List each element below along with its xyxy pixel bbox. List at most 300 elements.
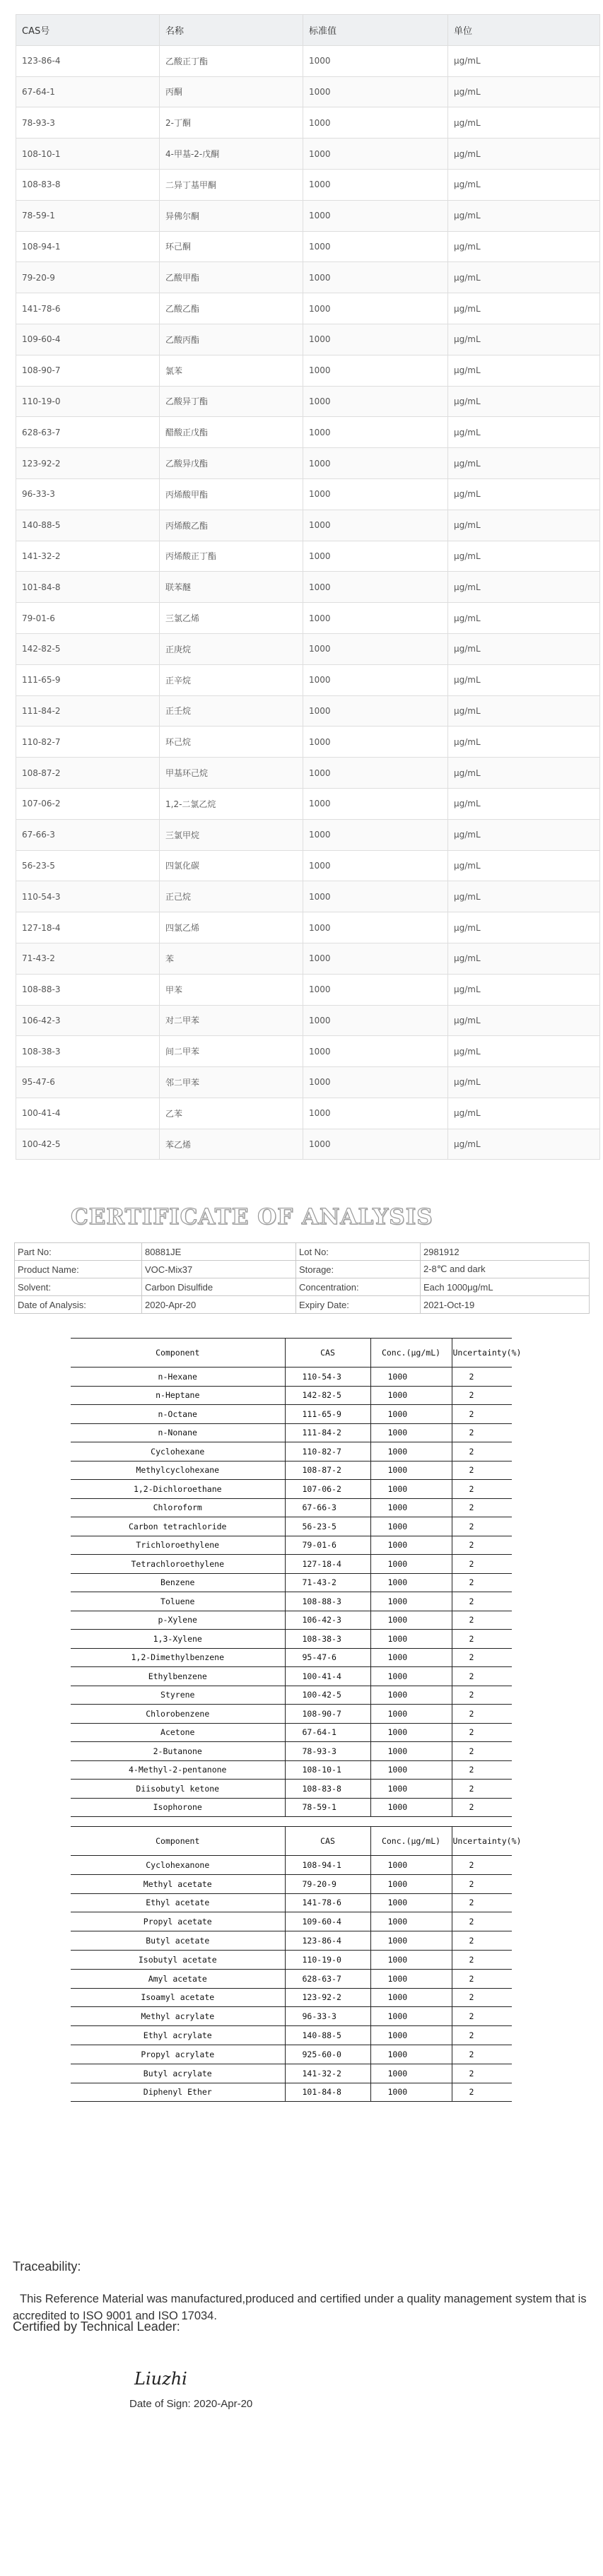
table-cell: 1000 bbox=[303, 1005, 448, 1036]
table-row bbox=[71, 1931, 512, 1951]
table-row bbox=[71, 1423, 512, 1442]
table-cell: 1000 bbox=[303, 912, 448, 943]
table-row bbox=[71, 1723, 512, 1742]
table-row bbox=[71, 1536, 512, 1555]
table-cell: 三氯乙烯 bbox=[160, 603, 303, 634]
table-cell: 正辛烷 bbox=[160, 664, 303, 695]
table-cell: μg/mL bbox=[448, 819, 600, 850]
table-cell: VOC-Mix37 bbox=[142, 1261, 296, 1278]
table-cell: 2 bbox=[452, 1536, 512, 1555]
traceability-label: Traceability: bbox=[13, 2259, 81, 2274]
table-cell: 2 bbox=[452, 2064, 512, 2083]
table-row bbox=[71, 1630, 512, 1649]
table-cell: 2 bbox=[452, 1667, 512, 1686]
table-row bbox=[16, 572, 600, 603]
column-header: 名称 bbox=[160, 15, 303, 46]
table-cell: Cyclohexane bbox=[71, 1442, 285, 1462]
table-cell: 2 bbox=[452, 1648, 512, 1667]
table-cell: 142-82-5 bbox=[16, 633, 160, 664]
table-cell: 2 bbox=[452, 1969, 512, 1988]
table-row bbox=[16, 788, 600, 819]
table-cell: 1000 bbox=[303, 45, 448, 76]
table-cell: 2 bbox=[452, 1517, 512, 1536]
table-cell: Isobutyl acetate bbox=[71, 1950, 285, 1969]
table-cell: μg/mL bbox=[448, 417, 600, 448]
table-cell: 1000 bbox=[370, 1386, 452, 1405]
table-cell: Solvent: bbox=[15, 1278, 142, 1296]
table-cell: 1000 bbox=[370, 1611, 452, 1630]
table-cell: 78-59-1 bbox=[285, 1798, 370, 1817]
table-cell: μg/mL bbox=[448, 541, 600, 572]
table-row bbox=[71, 1950, 512, 1969]
table-cell: 2 bbox=[452, 1442, 512, 1462]
table-row bbox=[71, 1648, 512, 1667]
table-cell: 108-88-3 bbox=[285, 1592, 370, 1611]
table-row bbox=[71, 1667, 512, 1686]
table-cell: 1000 bbox=[303, 850, 448, 881]
table-cell: 对二甲苯 bbox=[160, 1005, 303, 1036]
table-cell: 1,2-Dimethylbenzene bbox=[71, 1648, 285, 1667]
column-header: CAS bbox=[285, 1827, 370, 1856]
table-cell: μg/mL bbox=[448, 1036, 600, 1067]
signature: Liuzhi bbox=[134, 2369, 187, 2389]
table-row bbox=[16, 695, 600, 727]
table-cell: μg/mL bbox=[448, 881, 600, 912]
table-cell: 2 bbox=[452, 2083, 512, 2102]
table-cell: 乙酸异戊酯 bbox=[160, 448, 303, 479]
table-cell: 1000 bbox=[303, 1129, 448, 1160]
table-row bbox=[71, 1742, 512, 1761]
table-cell: 925-60-0 bbox=[285, 2045, 370, 2064]
table-row bbox=[16, 1036, 600, 1067]
table-row bbox=[71, 1592, 512, 1611]
table-row bbox=[16, 943, 600, 974]
table-cell: 2020-Apr-20 bbox=[142, 1296, 296, 1314]
table-cell: 110-82-7 bbox=[16, 727, 160, 758]
table-cell: 141-78-6 bbox=[285, 1893, 370, 1912]
table-row bbox=[16, 107, 600, 139]
table-cell: 1000 bbox=[370, 2064, 452, 2083]
table-row bbox=[16, 231, 600, 262]
table-cell: 141-32-2 bbox=[16, 541, 160, 572]
table-row bbox=[71, 1442, 512, 1462]
table-cell: Methyl acetate bbox=[71, 1874, 285, 1893]
table-cell: 1000 bbox=[303, 231, 448, 262]
table-row bbox=[16, 633, 600, 664]
table-cell: 100-42-5 bbox=[16, 1129, 160, 1160]
table-cell: μg/mL bbox=[448, 1129, 600, 1160]
table-cell: 1000 bbox=[303, 200, 448, 231]
table-cell: 110-82-7 bbox=[285, 1442, 370, 1462]
table-cell: 2 bbox=[452, 1423, 512, 1442]
table-cell: μg/mL bbox=[448, 1067, 600, 1098]
column-header: CAS bbox=[285, 1339, 370, 1368]
table-cell: μg/mL bbox=[448, 139, 600, 170]
table-cell: Chloroform bbox=[71, 1498, 285, 1517]
table-cell: 四氯化碳 bbox=[160, 850, 303, 881]
table-cell: 1000 bbox=[370, 1798, 452, 1817]
table-cell: 127-18-4 bbox=[16, 912, 160, 943]
table-row bbox=[16, 139, 600, 170]
table-cell: 丙烯酸甲酯 bbox=[160, 478, 303, 510]
table-cell: 123-86-4 bbox=[285, 1931, 370, 1951]
table-cell: 96-33-3 bbox=[285, 2007, 370, 2026]
table-cell: Isoamyl acetate bbox=[71, 1988, 285, 2007]
table-cell: 间二甲苯 bbox=[160, 1036, 303, 1067]
column-header: CAS号 bbox=[16, 15, 160, 46]
table-cell: μg/mL bbox=[448, 1098, 600, 1129]
table-cell: μg/mL bbox=[448, 758, 600, 789]
table-cell: 1000 bbox=[303, 107, 448, 139]
table-cell: 123-86-4 bbox=[16, 45, 160, 76]
table-cell: 1000 bbox=[370, 1723, 452, 1742]
table-cell: 108-87-2 bbox=[285, 1461, 370, 1480]
table-row bbox=[16, 169, 600, 200]
table-cell: 1000 bbox=[370, 1592, 452, 1611]
table-cell: 2 bbox=[452, 1368, 512, 1387]
table-cell: μg/mL bbox=[448, 974, 600, 1005]
table-row bbox=[16, 727, 600, 758]
table-cell: Carbon Disulfide bbox=[142, 1278, 296, 1296]
table-cell: Butyl acrylate bbox=[71, 2064, 285, 2083]
table-cell: 141-78-6 bbox=[16, 293, 160, 324]
table-cell: μg/mL bbox=[448, 664, 600, 695]
table-row bbox=[71, 1893, 512, 1912]
table-cell: μg/mL bbox=[448, 262, 600, 293]
table-cell: 111-65-9 bbox=[285, 1405, 370, 1424]
table-cell: 2 bbox=[452, 1611, 512, 1630]
table-cell: 108-10-1 bbox=[285, 1760, 370, 1780]
table-cell: Propyl acrylate bbox=[71, 2045, 285, 2064]
table-cell: Isophorone bbox=[71, 1798, 285, 1817]
table-cell: 2981912 bbox=[421, 1243, 590, 1261]
table-cell: Benzene bbox=[71, 1573, 285, 1592]
table-cell: μg/mL bbox=[448, 510, 600, 541]
table-cell: 2 bbox=[452, 1405, 512, 1424]
table-row bbox=[16, 448, 600, 479]
table-cell: Cyclohexanone bbox=[71, 1856, 285, 1875]
table-cell: 56-23-5 bbox=[285, 1517, 370, 1536]
table-cell: 2 bbox=[452, 1498, 512, 1517]
column-header: Component bbox=[71, 1339, 285, 1368]
table-cell: Trichloroethylene bbox=[71, 1536, 285, 1555]
certified-by-label: Certified by Technical Leader: bbox=[13, 2319, 180, 2334]
table-cell: 1000 bbox=[370, 1630, 452, 1649]
table-cell: 1,2-Dichloroethane bbox=[71, 1480, 285, 1499]
table-cell: 1000 bbox=[303, 943, 448, 974]
table-cell: 1000 bbox=[370, 1988, 452, 2007]
table-cell: 1000 bbox=[303, 603, 448, 634]
table-cell: 142-82-5 bbox=[285, 1386, 370, 1405]
table-cell: 1000 bbox=[370, 1536, 452, 1555]
table-row bbox=[71, 1912, 512, 1931]
table-cell: 4-甲基-2-戊酮 bbox=[160, 139, 303, 170]
table-cell: 1000 bbox=[370, 1648, 452, 1667]
table-cell: 2 bbox=[452, 2045, 512, 2064]
table-cell: 2 bbox=[452, 1573, 512, 1592]
table-cell: 乙酸乙酯 bbox=[160, 293, 303, 324]
table-cell: n-Nonane bbox=[71, 1423, 285, 1442]
table-row bbox=[71, 1780, 512, 1799]
table-cell: 1000 bbox=[370, 1950, 452, 1969]
table-cell: 1000 bbox=[370, 1705, 452, 1724]
column-header: Conc.(μg/mL) bbox=[370, 1827, 452, 1856]
table-cell: 80881JE bbox=[142, 1243, 296, 1261]
table-cell: 氯苯 bbox=[160, 355, 303, 386]
table-cell: Methylcyclohexane bbox=[71, 1461, 285, 1480]
table-cell: 苯 bbox=[160, 943, 303, 974]
table-cell: 78-93-3 bbox=[16, 107, 160, 139]
table-cell: 1000 bbox=[303, 819, 448, 850]
table-cell: 110-19-0 bbox=[285, 1950, 370, 1969]
table-cell: 67-64-1 bbox=[285, 1723, 370, 1742]
column-header: Conc.(μg/mL) bbox=[370, 1339, 452, 1368]
table-cell: 141-32-2 bbox=[285, 2064, 370, 2083]
table-row bbox=[16, 324, 600, 355]
table-cell: 1000 bbox=[303, 262, 448, 293]
table-cell: μg/mL bbox=[448, 448, 600, 479]
table-row bbox=[71, 2064, 512, 2083]
table-cell: 1000 bbox=[303, 633, 448, 664]
table-cell: 1000 bbox=[303, 664, 448, 695]
table-cell: Acetone bbox=[71, 1723, 285, 1742]
table-row bbox=[71, 1386, 512, 1405]
table-row bbox=[71, 1760, 512, 1780]
table-cell: Ethylbenzene bbox=[71, 1667, 285, 1686]
table-cell: 101-84-8 bbox=[285, 2083, 370, 2102]
table-cell: 2 bbox=[452, 2026, 512, 2045]
table-cell: 异佛尔酮 bbox=[160, 200, 303, 231]
table-cell: 苯乙烯 bbox=[160, 1129, 303, 1160]
column-header: Component bbox=[71, 1827, 285, 1856]
table-cell: μg/mL bbox=[448, 912, 600, 943]
table-cell: 醋酸正戊酯 bbox=[160, 417, 303, 448]
table-row bbox=[16, 386, 600, 417]
table-cell: Ethyl acetate bbox=[71, 1893, 285, 1912]
table-cell: 1000 bbox=[303, 788, 448, 819]
table-cell: 1000 bbox=[370, 1442, 452, 1462]
table-header-row bbox=[16, 15, 600, 46]
table-cell: 2 bbox=[452, 1988, 512, 2007]
table-cell: 1000 bbox=[303, 293, 448, 324]
table-cell: 2 bbox=[452, 2007, 512, 2026]
table-cell: n-Octane bbox=[71, 1405, 285, 1424]
table-cell: 96-33-3 bbox=[16, 478, 160, 510]
table-cell: 108-87-2 bbox=[16, 758, 160, 789]
table-cell: n-Heptane bbox=[71, 1386, 285, 1405]
table-cell: Styrene bbox=[71, 1686, 285, 1705]
table-cell: μg/mL bbox=[448, 107, 600, 139]
table-cell: μg/mL bbox=[448, 572, 600, 603]
table-cell: μg/mL bbox=[448, 293, 600, 324]
table-cell: 140-88-5 bbox=[16, 510, 160, 541]
table-cell: 1000 bbox=[303, 510, 448, 541]
table-cell: Methyl acrylate bbox=[71, 2007, 285, 2026]
table-cell: 108-90-7 bbox=[285, 1705, 370, 1724]
table-row bbox=[71, 2083, 512, 2102]
table-cell: Concentration: bbox=[296, 1278, 421, 1296]
table-cell: Diphenyl Ether bbox=[71, 2083, 285, 2102]
table-cell: 1000 bbox=[370, 1480, 452, 1499]
table-cell: 环己酮 bbox=[160, 231, 303, 262]
table-cell: 1000 bbox=[370, 1461, 452, 1480]
table-cell: 100-41-4 bbox=[285, 1667, 370, 1686]
table-cell: 100-42-5 bbox=[285, 1686, 370, 1705]
table-cell: 108-90-7 bbox=[16, 355, 160, 386]
table-cell: Ethyl acrylate bbox=[71, 2026, 285, 2045]
table-cell: μg/mL bbox=[448, 324, 600, 355]
table-cell: 4-Methyl-2-pentanone bbox=[71, 1760, 285, 1780]
table-cell: Diisobutyl ketone bbox=[71, 1780, 285, 1799]
table-cell: 71-43-2 bbox=[285, 1573, 370, 1592]
table-cell: 1000 bbox=[303, 695, 448, 727]
table-cell: 1000 bbox=[303, 139, 448, 170]
table-cell: μg/mL bbox=[448, 850, 600, 881]
table-cell: 56-23-5 bbox=[16, 850, 160, 881]
table-cell: Toluene bbox=[71, 1592, 285, 1611]
table-cell: μg/mL bbox=[448, 386, 600, 417]
table-row bbox=[71, 1988, 512, 2007]
table-cell: 1000 bbox=[370, 1686, 452, 1705]
table-cell: μg/mL bbox=[448, 231, 600, 262]
table-cell: μg/mL bbox=[448, 1005, 600, 1036]
table-cell: 71-43-2 bbox=[16, 943, 160, 974]
table-cell: 乙酸甲酯 bbox=[160, 262, 303, 293]
table-row bbox=[71, 2007, 512, 2026]
table-cell: 108-10-1 bbox=[16, 139, 160, 170]
table-row bbox=[71, 1969, 512, 1988]
table-cell: 二异丁基甲酮 bbox=[160, 169, 303, 200]
component-table-2 bbox=[71, 1826, 522, 2102]
table-cell: 甲基环己烷 bbox=[160, 758, 303, 789]
table-cell: μg/mL bbox=[448, 727, 600, 758]
table-row bbox=[16, 974, 600, 1005]
table-cell: 1000 bbox=[303, 478, 448, 510]
table-cell: 1000 bbox=[370, 2007, 452, 2026]
table-row bbox=[15, 1278, 590, 1296]
table-cell: Each 1000μg/mL bbox=[421, 1278, 590, 1296]
table-cell: 101-84-8 bbox=[16, 572, 160, 603]
table-cell: 四氯乙烯 bbox=[160, 912, 303, 943]
table-cell: μg/mL bbox=[448, 943, 600, 974]
component-table-1 bbox=[71, 1338, 522, 1817]
table-cell: μg/mL bbox=[448, 200, 600, 231]
table-row bbox=[15, 1296, 590, 1314]
table-cell: μg/mL bbox=[448, 355, 600, 386]
table-row bbox=[71, 1555, 512, 1574]
table-cell: 1000 bbox=[370, 1969, 452, 1988]
table-row bbox=[16, 510, 600, 541]
table-row bbox=[71, 1480, 512, 1499]
table-cell: 正壬烷 bbox=[160, 695, 303, 727]
table-cell: 110-54-3 bbox=[16, 881, 160, 912]
table-cell: 环己烷 bbox=[160, 727, 303, 758]
table-cell: μg/mL bbox=[448, 478, 600, 510]
table-row bbox=[71, 1705, 512, 1724]
table-cell: 1000 bbox=[370, 1423, 452, 1442]
table-cell: 2 bbox=[452, 1461, 512, 1480]
table-cell: 1000 bbox=[370, 1931, 452, 1951]
table-cell: 1000 bbox=[370, 1405, 452, 1424]
table-cell: 1000 bbox=[370, 2045, 452, 2064]
table-cell: 2-丁酮 bbox=[160, 107, 303, 139]
table-cell: 1000 bbox=[370, 1760, 452, 1780]
table-cell: 127-18-4 bbox=[285, 1555, 370, 1574]
table-row bbox=[71, 1686, 512, 1705]
table-cell: μg/mL bbox=[448, 169, 600, 200]
table-cell: 1000 bbox=[303, 417, 448, 448]
table-cell: 2 bbox=[452, 1630, 512, 1649]
table-header-row bbox=[71, 1827, 512, 1856]
table-row bbox=[71, 1498, 512, 1517]
table-row bbox=[16, 541, 600, 572]
table-cell: 108-83-8 bbox=[285, 1780, 370, 1799]
table-row bbox=[71, 1368, 512, 1387]
table-cell: 2 bbox=[452, 1386, 512, 1405]
table-cell: 111-65-9 bbox=[16, 664, 160, 695]
column-header: Uncertainty(%) bbox=[452, 1827, 512, 1856]
table-cell: 正庚烷 bbox=[160, 633, 303, 664]
table-row bbox=[16, 1129, 600, 1160]
table-cell: Expiry Date: bbox=[296, 1296, 421, 1314]
table-cell: 2 bbox=[452, 1555, 512, 1574]
table-cell: 79-01-6 bbox=[285, 1536, 370, 1555]
table-row bbox=[16, 850, 600, 881]
table-cell: Date of Analysis: bbox=[15, 1296, 142, 1314]
table-cell: 95-47-6 bbox=[285, 1648, 370, 1667]
table-cell: 1000 bbox=[370, 1780, 452, 1799]
table-cell: 79-01-6 bbox=[16, 603, 160, 634]
table-cell: 628-63-7 bbox=[16, 417, 160, 448]
table-cell: 1000 bbox=[370, 2083, 452, 2102]
table-cell: 2 bbox=[452, 1931, 512, 1951]
table-cell: 2 bbox=[452, 1592, 512, 1611]
table-cell: 丙烯酸正丁酯 bbox=[160, 541, 303, 572]
table-cell: 109-60-4 bbox=[16, 324, 160, 355]
table-cell: 1000 bbox=[370, 1368, 452, 1387]
table-cell: 乙酸丙酯 bbox=[160, 324, 303, 355]
table-cell: 丙酮 bbox=[160, 76, 303, 107]
table-cell: 1000 bbox=[303, 355, 448, 386]
table-cell: 1000 bbox=[370, 1498, 452, 1517]
table-cell: 111-84-2 bbox=[16, 695, 160, 727]
table-cell: 1,2-二氯乙烷 bbox=[160, 788, 303, 819]
table-cell: 1000 bbox=[303, 727, 448, 758]
table-cell: 丙烯酸乙酯 bbox=[160, 510, 303, 541]
table-row bbox=[16, 200, 600, 231]
table-cell: Product Name: bbox=[15, 1261, 142, 1278]
table-cell: Carbon tetrachloride bbox=[71, 1517, 285, 1536]
table-cell: μg/mL bbox=[448, 45, 600, 76]
table-cell: μg/mL bbox=[448, 788, 600, 819]
table-cell: 1000 bbox=[303, 386, 448, 417]
table-cell: 1000 bbox=[303, 974, 448, 1005]
table-cell: 2 bbox=[452, 1798, 512, 1817]
table-cell: Storage: bbox=[296, 1261, 421, 1278]
table-cell: 111-84-2 bbox=[285, 1423, 370, 1442]
table-cell: 1000 bbox=[370, 1517, 452, 1536]
table-row bbox=[16, 1067, 600, 1098]
table-cell: 1000 bbox=[370, 1874, 452, 1893]
table-cell: 108-38-3 bbox=[285, 1630, 370, 1649]
certificate-title: CERTIFICATE OF ANALYSIS bbox=[71, 1204, 433, 1230]
table-cell: 2021-Oct-19 bbox=[421, 1296, 590, 1314]
table-row bbox=[71, 2045, 512, 2064]
column-header: Uncertainty(%) bbox=[452, 1339, 512, 1368]
table-cell: 1000 bbox=[370, 1555, 452, 1574]
table-cell: Part No: bbox=[15, 1243, 142, 1261]
table-cell: 100-41-4 bbox=[16, 1098, 160, 1129]
